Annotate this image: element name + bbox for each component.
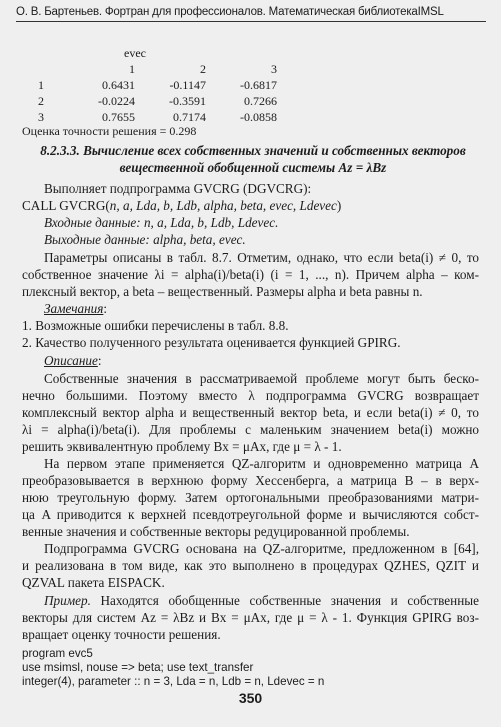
para-line: преобразовывается в верхнюю форму Хессенберга, а матрица B – в верх-: [22, 473, 479, 488]
para-line: Подпрограмма GVCRG основана на QZ-алгоритме, предложенном в [64],: [44, 541, 479, 556]
table-cell: 0.7266: [244, 94, 277, 108]
para-line: нечно большими. Поэтому вместо λ подпрограмма GVCRG возвращает: [22, 388, 479, 403]
row-index: 1: [38, 78, 44, 92]
performs-line: Выполняет подпрограмма GVCRG (DGVCRG):: [44, 181, 312, 196]
call-prefix: CALL GVCRG(: [22, 198, 110, 213]
description-heading: Описание:: [44, 353, 102, 368]
para-line: На первом этапе применяется QZ-алгоритм и одновременно матрица A: [44, 456, 479, 471]
note-item: 2. Качество полученного результата оценивается функцией GPIRG.: [22, 335, 401, 350]
example-text: Находятся обобщенные собственные значения и собственные: [90, 593, 479, 608]
para-line: ца A приводится к верхней псевдотреугольной форме и вычисляются собст-: [22, 507, 479, 522]
running-head: О. В. Бартеньев. Фортран для профессионалов. Математическая библиотекаIMSL: [16, 6, 486, 22]
col-header: 2: [200, 62, 206, 76]
para-line: QZVAL пакета EISPACK.: [22, 575, 165, 590]
note-item: 1. Возможные ошибки перечислены в табл. 8.8.: [22, 318, 289, 333]
table-cell: 0.6431: [102, 78, 135, 92]
para-line: Параметры описаны в табл. 8.7. Отметим, однако, что если beta(i) ≠ 0, то: [44, 250, 479, 265]
para-line: комплексный вектор alpha и вещественный вектор beta, и если beta(i) ≠ 0, то: [22, 405, 479, 420]
outputs-label: Выходные данные:: [44, 232, 150, 247]
section-title-line1: 8.2.3.3. Вычисление всех собственных значений и собственных векторов: [40, 143, 466, 158]
call-line: [22, 198, 341, 214]
table-label: evec: [124, 46, 146, 60]
col-header: 1: [129, 62, 135, 76]
code-line: use msimsl, nouse => beta; use text_transfer: [22, 661, 254, 674]
outputs-list: alpha, beta, evec.: [149, 232, 246, 247]
code-line: integer(4), parameter :: n = 3, Lda = n, Ldb = n, Ldevec = n: [22, 675, 325, 688]
table-cell: -0.0224: [98, 94, 135, 108]
para-line: вращает оценку точности решения.: [22, 627, 221, 642]
section-title-line2: вещественной обобщенной системы Az = λBz: [119, 160, 387, 175]
para-line: нюю треугольную форму. Затем ортогональными преобразованиями матри-: [22, 490, 479, 505]
inputs-label: Входные данные:: [44, 215, 141, 230]
table-cell: 0.7655: [102, 110, 135, 124]
para-line: венные значения и собственные векторы редуцированной проблемы.: [22, 524, 410, 539]
example-line: [44, 593, 479, 609]
table-cell: -0.6817: [240, 78, 277, 92]
description-label: Описание: [44, 353, 98, 368]
col-header: 3: [271, 62, 277, 76]
page-number: 350: [238, 690, 263, 706]
accuracy-estimate: Оценка точности решения = 0.298: [22, 124, 197, 138]
outputs-line: [44, 232, 246, 248]
para-line: плексный вектор, а beta – вещественный. Размеры alpha и beta равны n.: [22, 284, 423, 299]
table-cell: 0.7174: [173, 110, 206, 124]
notes-heading: Замечания:: [44, 301, 108, 316]
para-line: собственное значение λi = alpha(i)/beta(i) (i = 1, ..., n). Причем alpha – ком-: [22, 267, 479, 282]
para-line: Собственные значения в рассматриваемой проблеме могут быть беско-: [44, 371, 479, 386]
inputs-list: n, a, Lda, b, Ldb, Ldevec.: [140, 215, 279, 230]
para-line: решить эквивалентную проблему Bx = μAx, где μ = λ - 1.: [22, 439, 342, 454]
row-index: 2: [38, 94, 44, 108]
code-line: program evc5: [22, 647, 93, 660]
call-args: n, a, Lda, b, Ldb, alpha, beta, evec, Ldevec: [109, 198, 337, 213]
para-line: λi = alpha(i)/beta(i). Для проблемы с маленьким значением beta(i) можно: [22, 422, 479, 437]
notes-label: Замечания: [44, 301, 104, 316]
para-line: векторы для систем Az = λBz и Bx = μAx, где μ = λ - 1. Функция GPIRG воз-: [22, 610, 479, 625]
inputs-line: [44, 215, 278, 231]
table-cell: -0.0858: [240, 110, 277, 124]
example-label: Пример.: [44, 593, 91, 608]
table-cell: -0.1147: [169, 78, 206, 92]
row-index: 3: [38, 110, 44, 124]
table-cell: -0.3591: [169, 94, 206, 108]
para-line: и реализована в том виде, как это выполнено в процедурах QZHES, QZIT и: [22, 558, 479, 573]
call-suffix: ): [336, 198, 342, 213]
